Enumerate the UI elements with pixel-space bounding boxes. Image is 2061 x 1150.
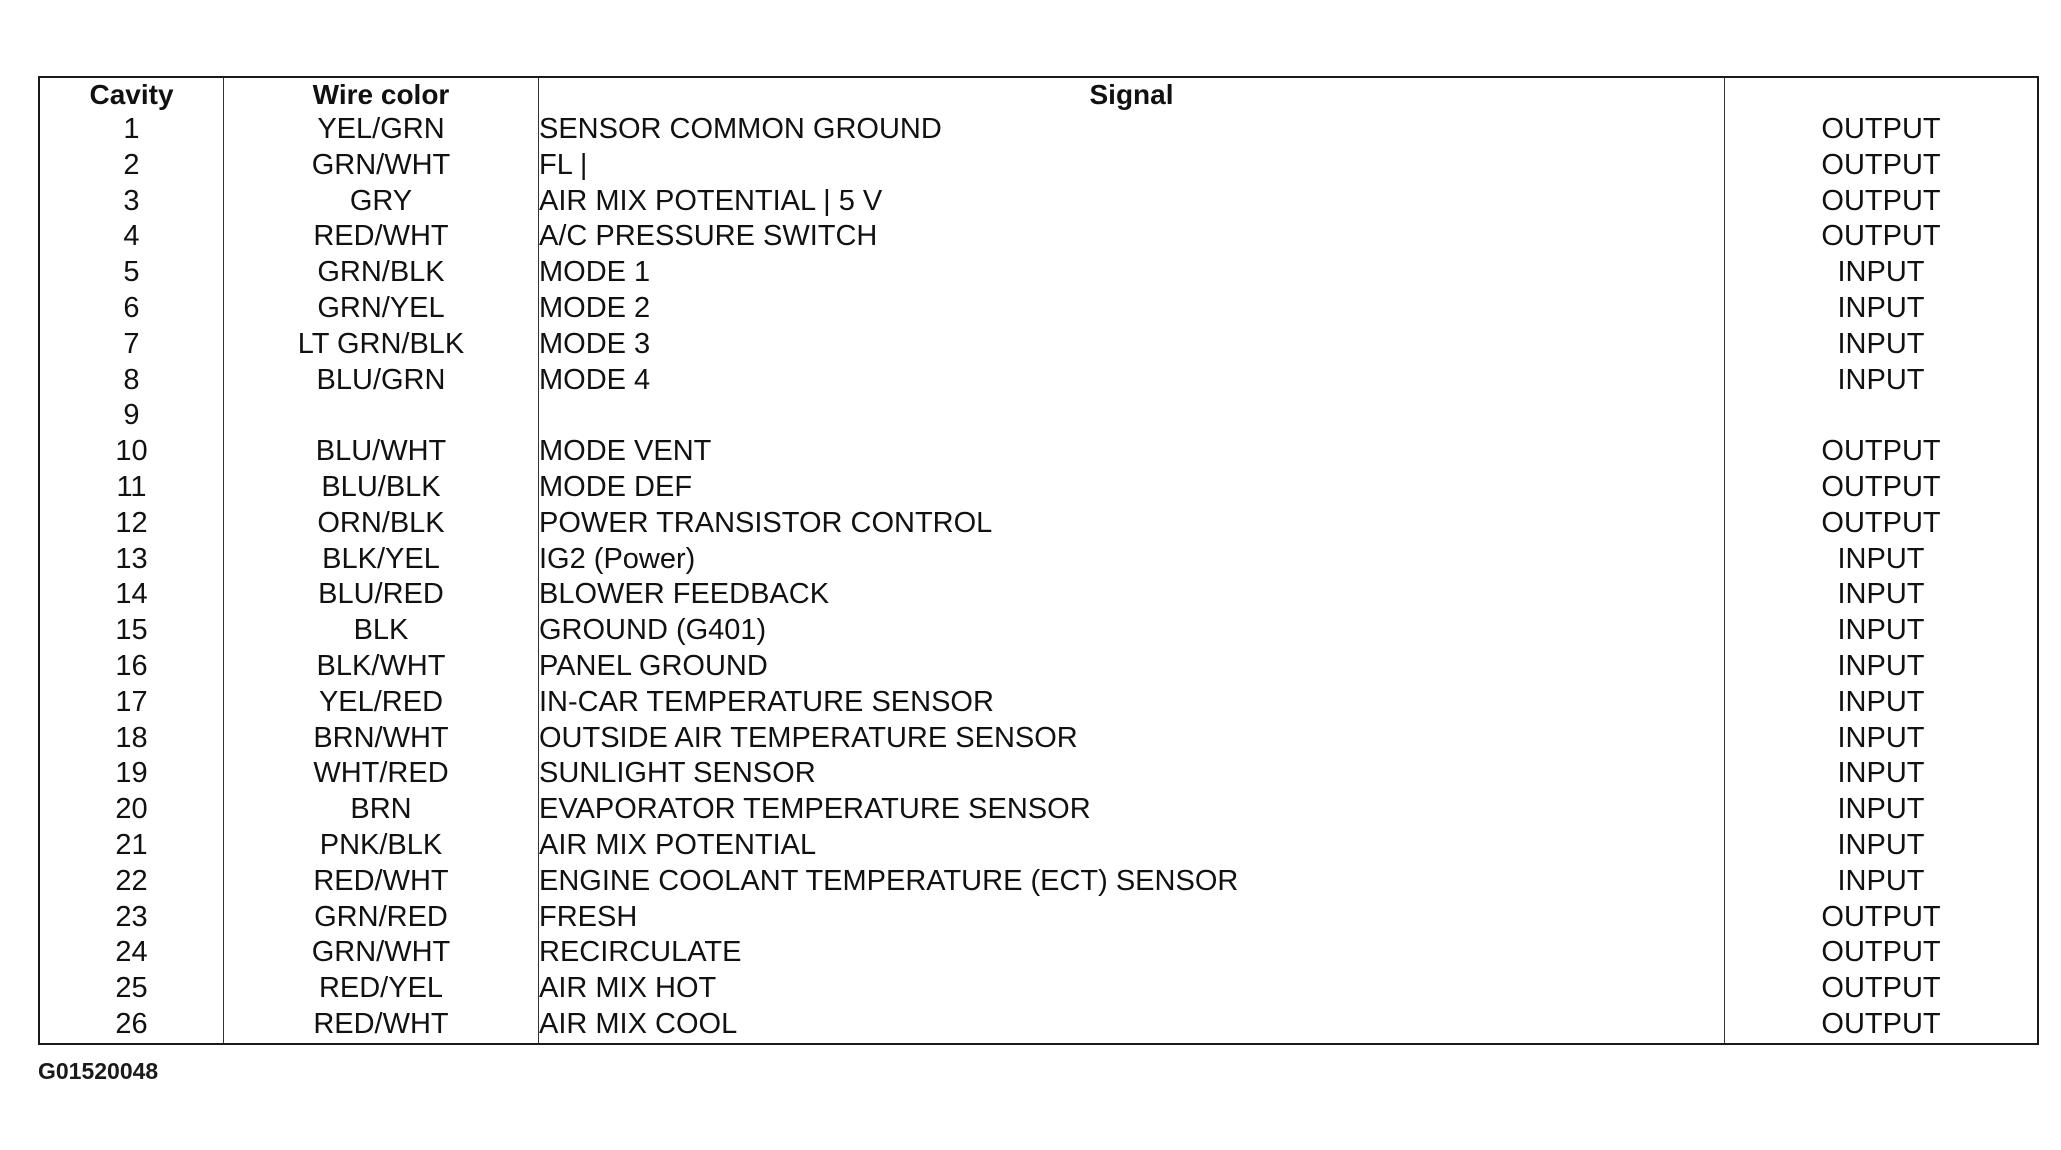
cell-signal: MODE VENT (539, 434, 1725, 470)
table-row (39, 900, 2038, 936)
cell-wire-color: GRN/RED (224, 900, 539, 936)
cell-signal: MODE 4 (539, 363, 1725, 399)
cell-cavity: 18 (39, 721, 224, 757)
cell-cavity: 22 (39, 864, 224, 900)
table-row (39, 971, 2038, 1007)
cell-wire-color: ORN/BLK (224, 506, 539, 542)
figure-code: G01520048 (38, 1058, 159, 1084)
cell-signal: MODE 3 (539, 327, 1725, 363)
table-row (39, 935, 2038, 971)
cell-direction: INPUT (1725, 542, 2039, 578)
header-wire-color: Wire color (224, 77, 539, 112)
cell-direction: INPUT (1725, 756, 2039, 792)
cell-cavity: 19 (39, 756, 224, 792)
cell-direction: OUTPUT (1725, 219, 2039, 255)
cell-wire-color: YEL/RED (224, 685, 539, 721)
cell-direction: OUTPUT (1725, 900, 2039, 936)
cell-signal (539, 398, 1725, 434)
cell-cavity: 11 (39, 470, 224, 506)
cell-direction: INPUT (1725, 864, 2039, 900)
table-row (39, 327, 2038, 363)
cell-direction: INPUT (1725, 649, 2039, 685)
cell-signal: AIR MIX COOL (539, 1007, 1725, 1044)
table-row (39, 112, 2038, 148)
cell-wire-color: BLU/GRN (224, 363, 539, 399)
cell-direction: INPUT (1725, 613, 2039, 649)
header-cavity: Cavity (39, 77, 224, 112)
table-row (39, 363, 2038, 399)
table-row (39, 255, 2038, 291)
cell-direction: INPUT (1725, 255, 2039, 291)
cell-signal: PANEL GROUND (539, 649, 1725, 685)
cell-signal: FL | (539, 148, 1725, 184)
cell-signal: SUNLIGHT SENSOR (539, 756, 1725, 792)
cell-wire-color: GRN/WHT (224, 935, 539, 971)
cell-direction (1725, 398, 2039, 434)
cell-wire-color: GRY (224, 184, 539, 220)
cell-wire-color: RED/WHT (224, 1007, 539, 1044)
cell-cavity: 4 (39, 219, 224, 255)
cell-cavity: 6 (39, 291, 224, 327)
header-direction (1725, 77, 2039, 112)
cell-wire-color: PNK/BLK (224, 828, 539, 864)
cell-cavity: 20 (39, 792, 224, 828)
cell-signal: MODE 2 (539, 291, 1725, 327)
cell-cavity: 8 (39, 363, 224, 399)
cell-wire-color: BLU/WHT (224, 434, 539, 470)
cell-signal: EVAPORATOR TEMPERATURE SENSOR (539, 792, 1725, 828)
header-row (39, 77, 2038, 112)
cell-cavity: 23 (39, 900, 224, 936)
cell-direction: OUTPUT (1725, 971, 2039, 1007)
table-row (39, 756, 2038, 792)
connector-pinout-table (38, 76, 2039, 1045)
cell-signal: RECIRCULATE (539, 935, 1725, 971)
cell-signal: MODE DEF (539, 470, 1725, 506)
table-row (39, 864, 2038, 900)
cell-direction: OUTPUT (1725, 470, 2039, 506)
cell-signal: AIR MIX POTENTIAL (539, 828, 1725, 864)
cell-cavity: 26 (39, 1007, 224, 1044)
table-row (39, 577, 2038, 613)
cell-signal: AIR MIX POTENTIAL | 5 V (539, 184, 1725, 220)
cell-cavity: 24 (39, 935, 224, 971)
table-row (39, 721, 2038, 757)
cell-signal: OUTSIDE AIR TEMPERATURE SENSOR (539, 721, 1725, 757)
cell-direction: OUTPUT (1725, 935, 2039, 971)
cell-wire-color: WHT/RED (224, 756, 539, 792)
cell-wire-color (224, 398, 539, 434)
table-row (39, 506, 2038, 542)
cell-direction: OUTPUT (1725, 184, 2039, 220)
cell-direction: OUTPUT (1725, 112, 2039, 148)
cell-direction: OUTPUT (1725, 506, 2039, 542)
cell-signal: A/C PRESSURE SWITCH (539, 219, 1725, 255)
table-row (39, 184, 2038, 220)
cell-cavity: 17 (39, 685, 224, 721)
cell-signal: ENGINE COOLANT TEMPERATURE (ECT) SENSOR (539, 864, 1725, 900)
cell-wire-color: YEL/GRN (224, 112, 539, 148)
cell-cavity: 13 (39, 542, 224, 578)
cell-cavity: 10 (39, 434, 224, 470)
cell-cavity: 1 (39, 112, 224, 148)
table-row (39, 828, 2038, 864)
cell-wire-color: GRN/WHT (224, 148, 539, 184)
cell-wire-color: BRN (224, 792, 539, 828)
cell-signal: IG2 (Power) (539, 542, 1725, 578)
cell-wire-color: BLK/YEL (224, 542, 539, 578)
cell-signal: POWER TRANSISTOR CONTROL (539, 506, 1725, 542)
table-row (39, 470, 2038, 506)
cell-wire-color: BRN/WHT (224, 721, 539, 757)
cell-wire-color: LT GRN/BLK (224, 327, 539, 363)
cell-direction: INPUT (1725, 685, 2039, 721)
cell-wire-color: GRN/BLK (224, 255, 539, 291)
table-row (39, 542, 2038, 578)
cell-wire-color: RED/YEL (224, 971, 539, 1007)
cell-direction: INPUT (1725, 327, 2039, 363)
table-row (39, 219, 2038, 255)
cell-wire-color: RED/WHT (224, 219, 539, 255)
cell-direction: INPUT (1725, 828, 2039, 864)
cell-direction: OUTPUT (1725, 434, 2039, 470)
cell-signal: FRESH (539, 900, 1725, 936)
cell-signal: SENSOR COMMON GROUND (539, 112, 1725, 148)
table-row (39, 792, 2038, 828)
cell-direction: OUTPUT (1725, 1007, 2039, 1044)
cell-direction: OUTPUT (1725, 148, 2039, 184)
cell-signal: IN-CAR TEMPERATURE SENSOR (539, 685, 1725, 721)
cell-cavity: 2 (39, 148, 224, 184)
table-row (39, 291, 2038, 327)
cell-wire-color: RED/WHT (224, 864, 539, 900)
cell-cavity: 15 (39, 613, 224, 649)
cell-direction: INPUT (1725, 363, 2039, 399)
cell-wire-color: BLU/RED (224, 577, 539, 613)
cell-cavity: 7 (39, 327, 224, 363)
cell-signal: MODE 1 (539, 255, 1725, 291)
cell-direction: INPUT (1725, 792, 2039, 828)
header-signal: Signal (539, 77, 1725, 112)
table-row (39, 613, 2038, 649)
cell-wire-color: BLU/BLK (224, 470, 539, 506)
cell-cavity: 16 (39, 649, 224, 685)
cell-wire-color: BLK/WHT (224, 649, 539, 685)
table-row (39, 148, 2038, 184)
table-body (39, 112, 2038, 1044)
table-row (39, 398, 2038, 434)
cell-signal: BLOWER FEEDBACK (539, 577, 1725, 613)
cell-direction: INPUT (1725, 721, 2039, 757)
cell-cavity: 25 (39, 971, 224, 1007)
cell-cavity: 5 (39, 255, 224, 291)
cell-cavity: 21 (39, 828, 224, 864)
cell-signal: AIR MIX HOT (539, 971, 1725, 1007)
cell-signal: GROUND (G401) (539, 613, 1725, 649)
cell-cavity: 3 (39, 184, 224, 220)
table-row (39, 685, 2038, 721)
cell-wire-color: GRN/YEL (224, 291, 539, 327)
table-row (39, 1007, 2038, 1044)
cell-direction: INPUT (1725, 291, 2039, 327)
cell-wire-color: BLK (224, 613, 539, 649)
cell-cavity: 12 (39, 506, 224, 542)
cell-cavity: 14 (39, 577, 224, 613)
cell-direction: INPUT (1725, 577, 2039, 613)
table-row (39, 434, 2038, 470)
cell-cavity: 9 (39, 398, 224, 434)
table-row (39, 649, 2038, 685)
